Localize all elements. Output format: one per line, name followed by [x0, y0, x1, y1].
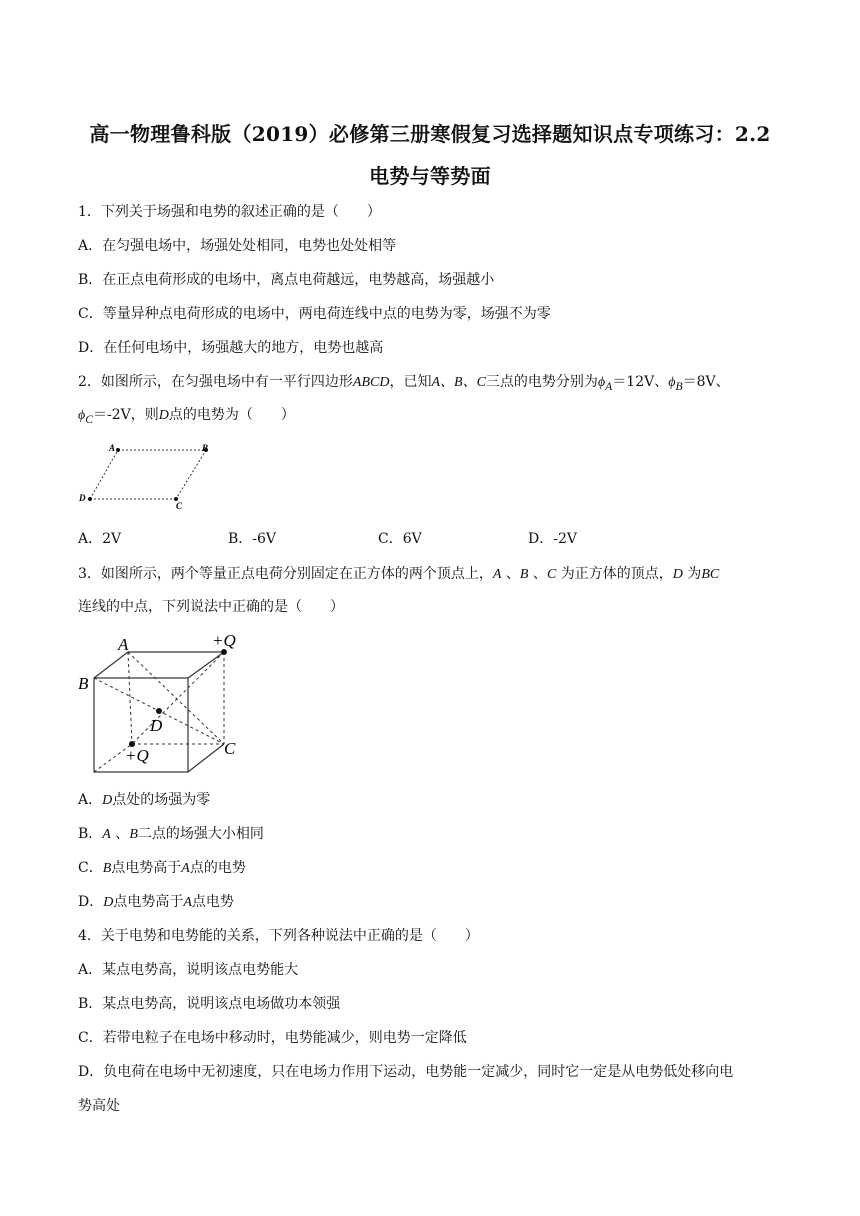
fig-label-c: C — [176, 501, 183, 511]
q2-value: ＝8V、 — [682, 374, 730, 390]
fig-label-b: B — [78, 674, 89, 693]
q2-stem-part: 点的电势为（ ） — [168, 407, 295, 423]
option-text: 点电势高于 — [113, 894, 184, 910]
q3-option-b — [78, 824, 264, 845]
q4-option-a: A．某点电势高，说明该点电势能大 — [78, 962, 299, 978]
option-text: 点的电势 — [189, 860, 246, 876]
fig-label-charge-top: +Q — [212, 631, 236, 650]
q2-stem-part: 2．如图所示，在匀强电场中有一平行四边形 — [78, 374, 353, 390]
q3-option-c — [78, 858, 246, 879]
q1-option-c: C．等量异种点电荷形成的电场中，两电荷连线中点的电势为零，场强不为零 — [78, 306, 551, 322]
q3-option-a — [78, 790, 210, 811]
q1-option-d: D．在任何电场中，场强越大的地方，电势也越高 — [78, 340, 384, 356]
fig-label-a: A — [109, 443, 116, 453]
q3-point: C — [546, 567, 557, 582]
q3-point: D — [672, 567, 683, 582]
q3-segment: BC — [701, 567, 720, 582]
option-var: A — [102, 827, 111, 842]
q2-value: ＝12V、 — [612, 374, 669, 390]
page-title-line1: 高一物理鲁科版（2019）必修第三册寒假复习选择题知识点专项练习：2.2 — [89, 122, 771, 146]
q3-sep: 、 — [501, 566, 520, 582]
fig-label-c: C — [224, 739, 236, 758]
q3-cube-figure — [78, 630, 258, 780]
q2-stem-line1 — [78, 372, 730, 397]
option-prefix: C． — [78, 860, 103, 876]
q3-stem-part: 为正方体的顶点， — [556, 566, 673, 582]
option-var: A — [183, 895, 192, 910]
q3-option-d — [78, 892, 234, 913]
q2-stem-line2 — [78, 405, 295, 430]
option-text: 点电势高于 — [111, 860, 182, 876]
q1-stem: 1．下列关于场强和电势的叙述正确的是（ ） — [78, 204, 381, 220]
q2-option-d: D．-2V — [528, 531, 577, 547]
q4-option-d-line1: D．负电荷在电场中无初速度，只在电场力作用下运动，电势能一定减少，同时它一定是从电势低处移向电 — [78, 1064, 734, 1080]
q3-point: A — [492, 567, 502, 582]
option-var: D — [103, 895, 114, 910]
q1-option-a: A．在匀强电场中，场强处处相同，电势也处处相等 — [78, 238, 397, 254]
option-var: B — [102, 861, 112, 876]
fig-label-d: D — [150, 716, 163, 735]
q3-stem-line1 — [78, 564, 719, 585]
fig-label-a: A — [118, 635, 129, 654]
option-prefix: A． — [78, 792, 103, 808]
q2-option-c: C．6V — [378, 531, 422, 547]
option-var: B — [129, 827, 138, 842]
q1-option-b: B．在正点电荷形成的电场中，离点电荷越远，电势越高，场强越小 — [78, 272, 495, 288]
q3-stem-part: 3．如图所示，两个等量正点电荷分别固定在正方体的两个顶点上， — [78, 566, 493, 582]
q2-parallelogram-figure — [78, 440, 228, 515]
q3-point: B — [519, 567, 529, 582]
q3-sep: 、 — [528, 566, 547, 582]
q2-option-a: A．2V — [78, 531, 122, 547]
phi-subscript: B — [675, 379, 683, 393]
option-text: 点电势 — [191, 894, 234, 910]
phi-subscript: A — [605, 379, 613, 393]
phi-symbol: ϕ — [668, 375, 676, 390]
q4-option-b: B．某点电势高，说明该点电场做功本领强 — [78, 996, 341, 1012]
q2-point-d: D — [158, 408, 169, 423]
q2-parallelogram-label: ABCD — [352, 375, 390, 390]
fig-label-d: D — [79, 493, 86, 503]
option-prefix: B． — [78, 826, 103, 842]
phi-symbol: ϕ — [597, 375, 606, 390]
q2-stem-part: 三点的电势分别为 — [485, 374, 598, 390]
option-sep: 、 — [110, 826, 130, 842]
option-text: 点处的场强为零 — [112, 792, 211, 808]
q3-stem-part: 为 — [682, 566, 702, 582]
q4-option-c: C．若带电粒子在电场中移动时，电势能减少，则电势一定降低 — [78, 1030, 467, 1046]
q4-stem: 4．关于电势和电势能的关系，下列各种说法中正确的是（ ） — [78, 928, 479, 944]
q2-option-b: B．-6V — [228, 531, 277, 547]
option-var: A — [181, 861, 190, 876]
page-title-line2: 电势与等势面 — [369, 164, 491, 188]
q2-points: A、B、C — [431, 375, 486, 390]
fig-label-charge-bottom: +Q — [125, 746, 149, 765]
option-text: 二点的场强大小相同 — [137, 826, 264, 842]
fig-label-b: B — [202, 443, 209, 453]
option-var: D — [102, 793, 113, 808]
phi-symbol: ϕ — [78, 408, 86, 423]
q4-option-d-line2: 势高处 — [78, 1098, 120, 1114]
q3-stem-line2: 连线的中点，下列说法中正确的是（ ） — [78, 599, 344, 615]
option-prefix: D． — [78, 894, 104, 910]
q2-stem-part: ，已知 — [389, 374, 432, 390]
phi-subscript: C — [85, 412, 94, 426]
q2-value: ＝-2V，则 — [93, 407, 159, 423]
